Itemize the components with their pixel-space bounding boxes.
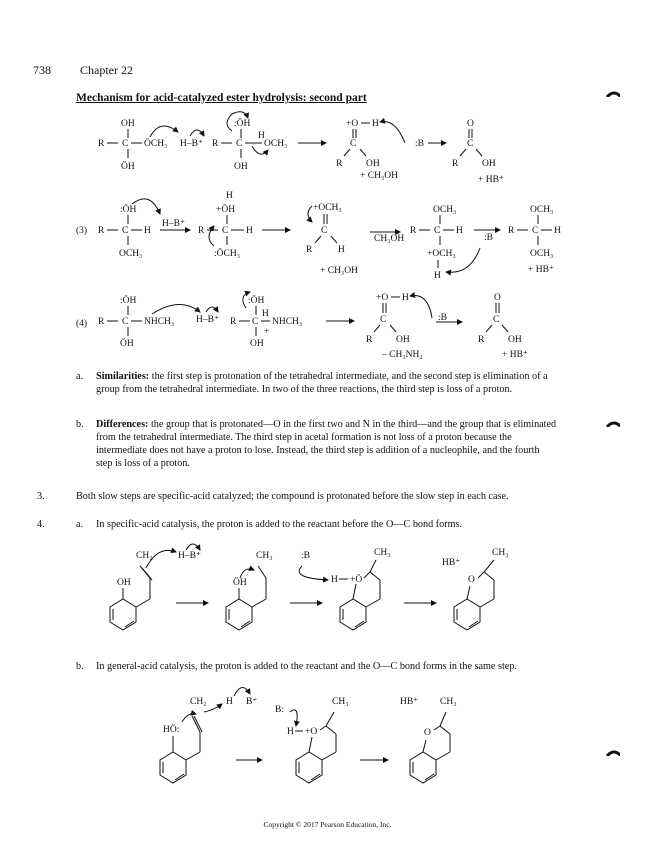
question-3-number: 3. [37,491,45,502]
r-group: R [410,226,417,236]
oxocarbenium: +OCH₃ [313,203,342,213]
top-oh: :ÖH [248,296,265,306]
step-label: (3) [76,226,88,236]
section-title: Mechanism for acid-catalyzed ester hydrolysis: second part [76,92,367,104]
carbonyl-oxygen: O [467,119,474,129]
bottom-oh: ÖH [120,339,134,349]
bottom-oh: OH [234,162,248,172]
question-4a-text: In specific-acid catalysis, the proton is added to the reactant before the O—C bond forms. [96,519,463,530]
acid: H–B⁺ [178,551,201,561]
top-oh: :ÖH [120,296,137,306]
hydrogen: H [456,226,463,236]
hydrogen: H [246,226,253,236]
r-group: R [478,335,485,345]
answer-b-heading: Differences: [96,419,149,430]
ch2: CH₂ [190,697,207,707]
r-group: R [336,159,343,169]
methoxy-group: OCH₃ [264,139,288,149]
base: :B [438,313,447,323]
chapter-heading: Chapter 22 [80,63,133,77]
carbon: C [467,139,474,149]
hydroxyl: OH [396,335,410,345]
answer-b-label: b. [76,419,84,430]
acid: H–B⁺ [162,219,185,229]
bottom-oh: OH [250,339,264,349]
hydrogen: H [402,293,409,303]
carbon: C [380,315,387,325]
hydrogen: H [144,226,151,236]
carbon: C [252,317,259,327]
top-oh: OH [121,119,135,129]
carbon: C [122,139,129,149]
hydrogen: H [262,309,269,319]
protonated-methoxy: +OCH₃ [427,249,456,259]
hydrogen: H [372,119,379,129]
acid: H–B⁺ [196,315,219,325]
byproduct: – CH₃NH₂ [382,350,423,360]
base: :B [301,551,310,561]
copyright-footer: Copyright © 2017 Pearson Education, Inc. [263,820,392,829]
methoxy-group: ÖCH₃ [144,139,168,149]
base: B: [275,705,284,715]
question-4b-label: b. [76,661,84,672]
r-group: R [198,226,205,236]
hydrogen: H [287,727,294,737]
byproduct: + HB⁺ [478,175,504,185]
base-plus: B⁺ [246,697,258,707]
carbon: C [122,226,129,236]
hb-byproduct: HB⁺ [400,697,419,707]
byproduct: + CH₃OH [360,171,398,181]
base: :B [415,139,424,149]
carbon: C [350,139,357,149]
methylamino-group: NHCH₃ [272,317,303,327]
hydrogen: H [226,697,233,707]
page-number: 738 [33,63,51,77]
hb-byproduct: HB⁺ [442,558,461,568]
answer-a-heading: Similarities: [96,371,150,382]
question-4-number: 4. [37,519,45,530]
hydrogen: H [258,131,265,141]
hydroxyl: HÖ: [163,725,180,735]
question-4a-label: a. [76,519,84,530]
carbon: C [236,139,243,149]
byproduct: + HB⁺ [502,350,528,360]
base: :B [484,233,493,243]
carbon: C [321,226,328,236]
byproduct: + HB⁺ [528,265,554,275]
carbon: C [532,226,539,236]
r-group: R [508,226,515,236]
methylamino-group: NHCH₃ [144,317,175,327]
ch2: CH₂ [136,551,153,561]
positive-charge: + [264,327,270,337]
hydrogen: H [554,226,561,236]
answer-b-text: the group that is protonated—O in the first two and N in the third—and the group that is eliminated from the tetrahedral intermediate. The third step in acetal formation is not loss of a proton because the intermediate does not have a proton to lose. Instead, the third step is addition of a nucleophile, and the fourth step is loss of a proton. [96,419,557,469]
methoxy-group: OCH₃ [119,249,143,259]
hydrogen: H [226,191,233,201]
carbon: C [222,226,229,236]
protonated-oxygen: +O [346,119,359,129]
hydrogen: H [331,575,338,585]
ch3: CH₃ [332,697,349,707]
bottom-oh: ÖH [121,162,135,172]
question-3-text: Both slow steps are specific-acid catalyzed; the compound is protonated before the slow step in each case. [76,491,509,502]
hydroxyl: OH [508,335,522,345]
r-group: R [212,139,219,149]
ch3: CH₃ [492,548,509,558]
r-group: R [306,245,313,255]
protonated-oxygen: +O [305,727,318,737]
methoxy-group: OCH₃ [530,205,554,215]
oh: ÖH [233,578,247,588]
ring-oxygen: O [468,575,475,585]
acid: H–B⁺ [180,139,203,149]
carbon: C [434,226,441,236]
r-group: R [230,317,237,327]
oh: OH [117,578,131,588]
ch3: CH₃ [440,697,457,707]
protonated-oxygen: +O [376,293,389,303]
hydroxyl: OH [482,159,496,169]
hydroxyl: OH [366,159,380,169]
top-oh: :ÖH [120,205,137,215]
top-oh: :ÖH [234,119,251,129]
answer-a-text: the first step is protonation of the tetrahedral intermediate, and the second step is elimination of a group from the tetrahedral intermediate. In two of the three reactions, the third step is loss of a proton. [96,371,548,395]
protonated-oxygen: +Ö [350,575,363,585]
byproduct: + CH₃OH [320,266,358,276]
r-group: R [98,139,105,149]
r-group: R [452,159,459,169]
methoxy-group: :ÖCH₃ [214,249,241,259]
carbonyl-oxygen: O [494,293,501,303]
protonated-hydroxyl: +ÖH [216,205,236,215]
r-group: R [98,226,105,236]
methoxy-group: OCH₃ [530,249,554,259]
carbon: C [493,315,500,325]
reagent: CH₃OH [374,234,405,244]
answer-a-label: a. [76,371,84,382]
hydrogen: H [338,245,345,255]
r-group: R [98,317,105,327]
ch3: CH₃ [256,551,273,561]
question-4b-text: In general-acid catalysis, the proton is added to the reactant and the O—C bond forms in the same step. [96,661,517,672]
step-label: (4) [76,319,88,329]
ch3: CH₃ [374,548,391,558]
methoxy-group: OCH₃ [433,205,457,215]
carbon: C [122,317,129,327]
hydrogen: H [434,271,441,281]
r-group: R [366,335,373,345]
ring-oxygen: O [424,728,431,738]
